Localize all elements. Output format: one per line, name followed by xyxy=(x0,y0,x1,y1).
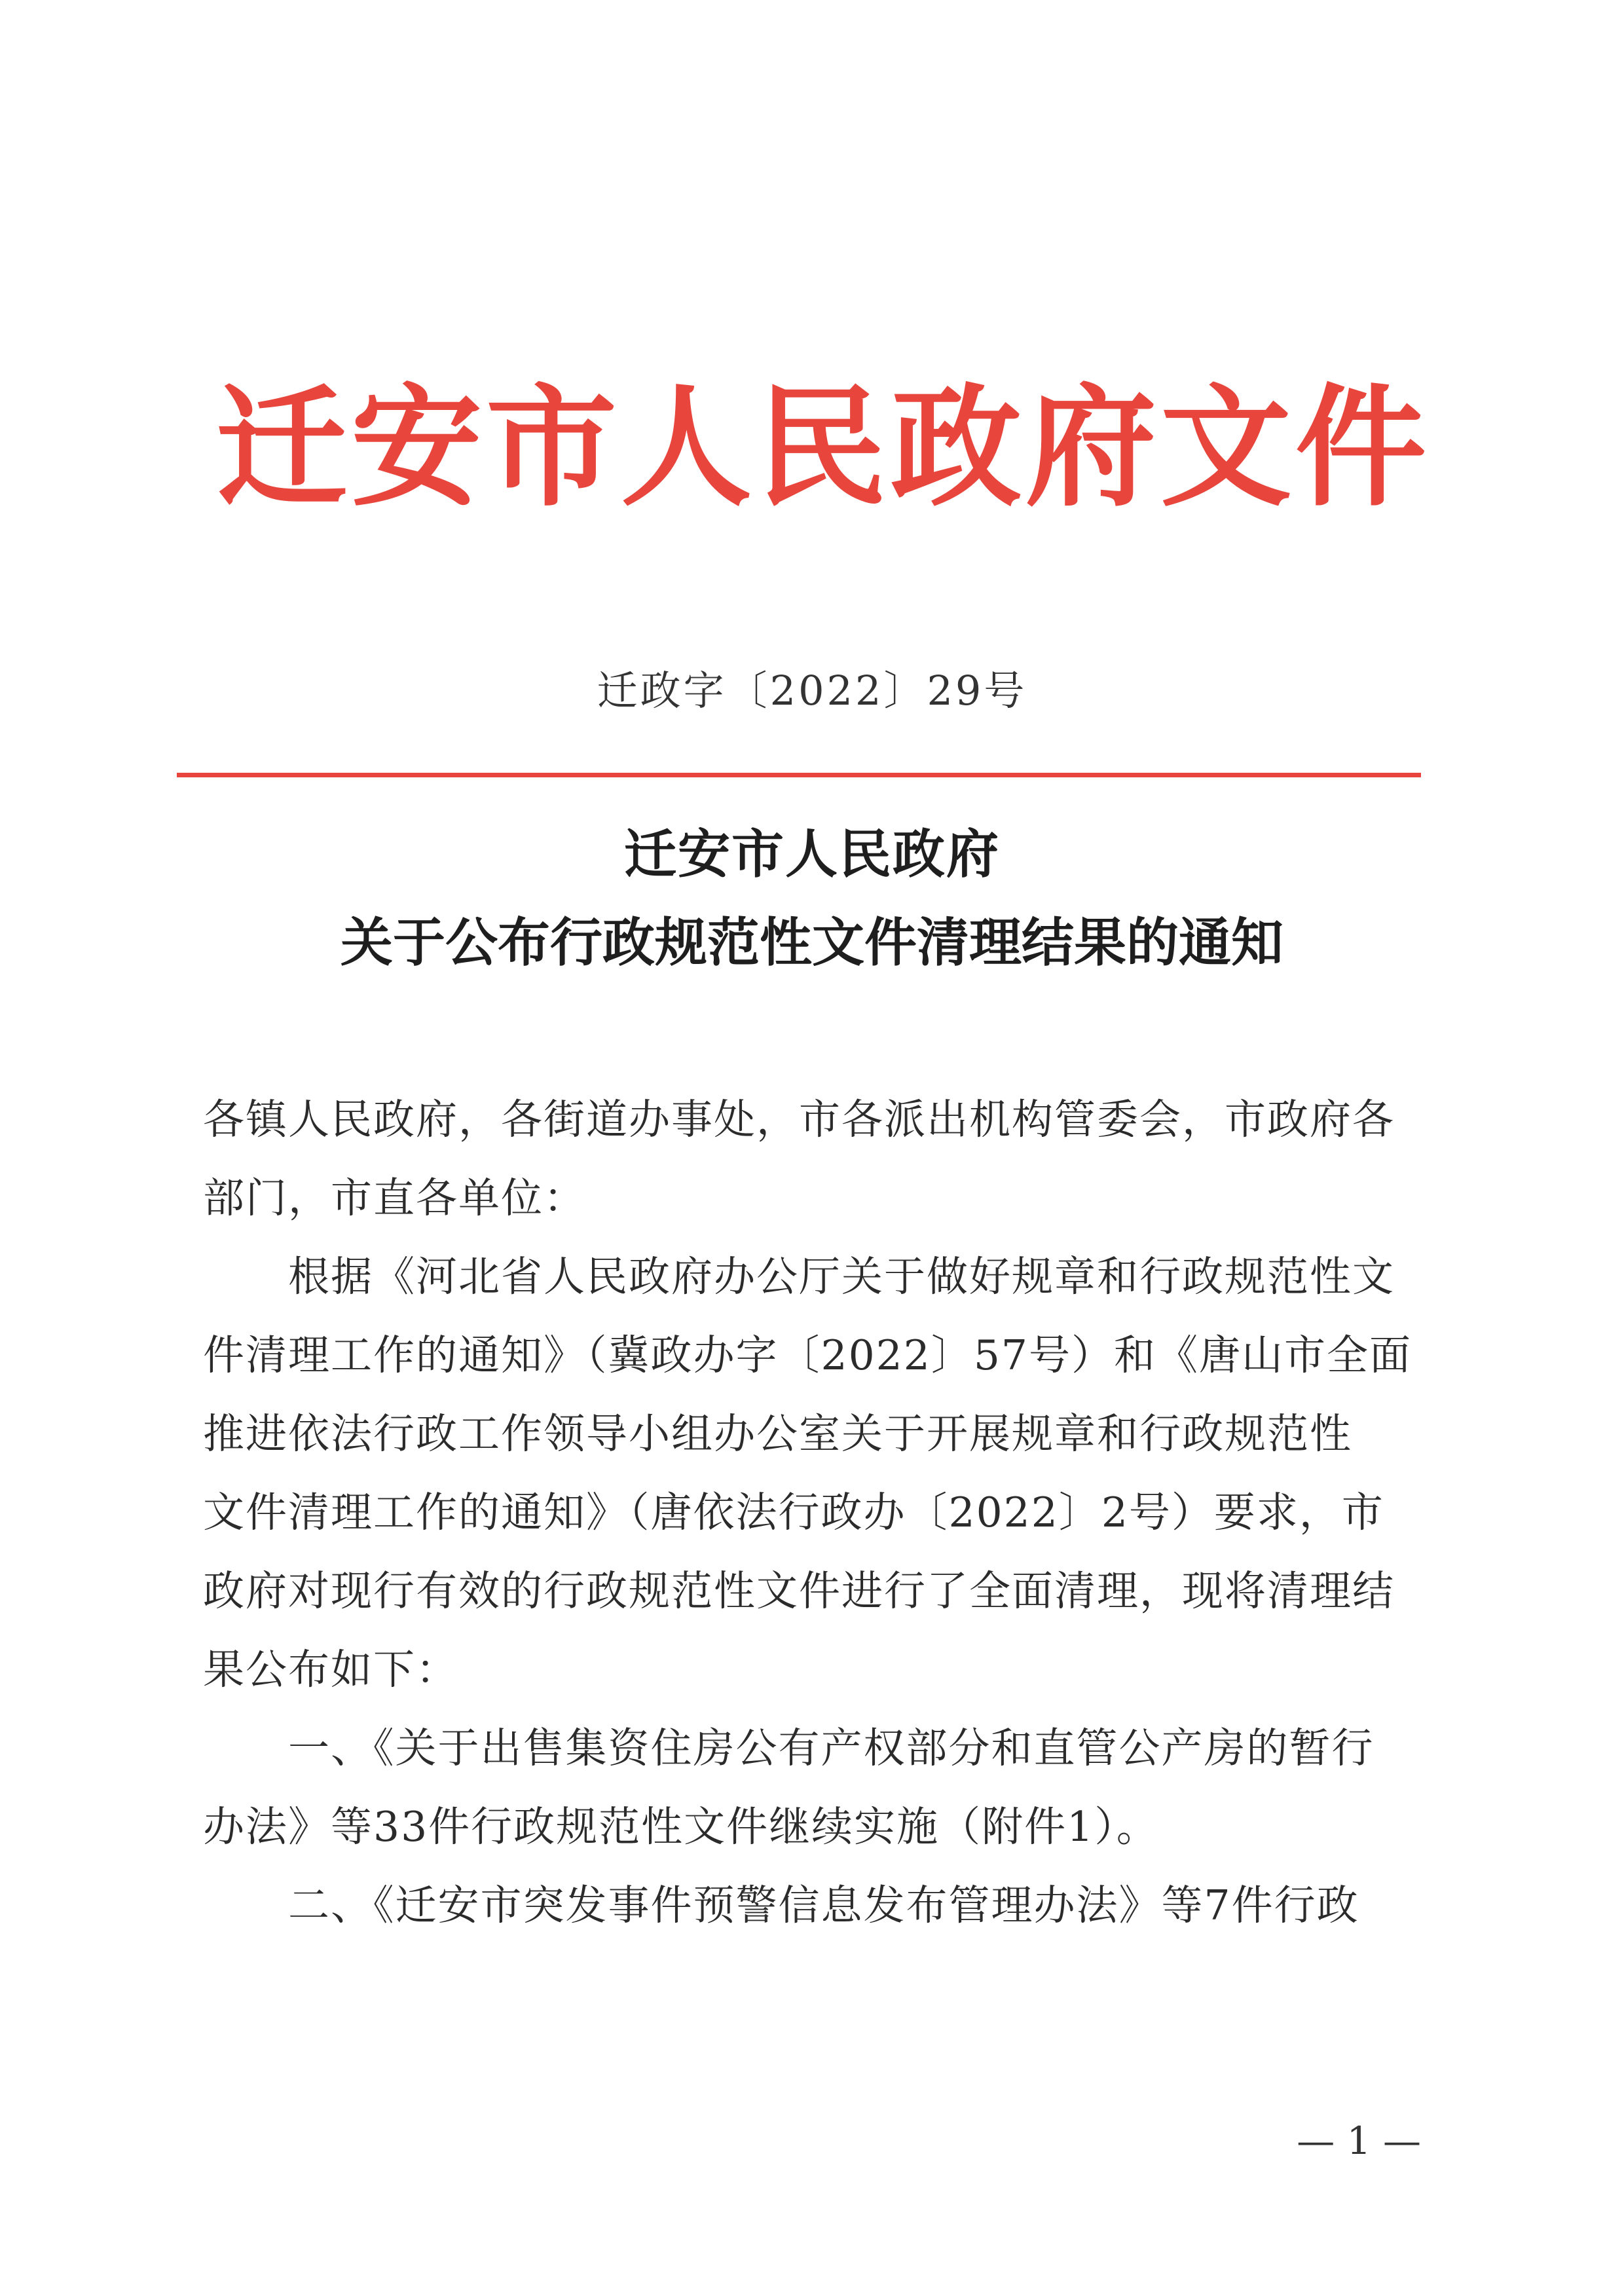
body-line: 一、《关于出售集资住房公有产权部分和直管公产房的暂行 xyxy=(203,1724,1375,1772)
body-line: 二、《迁安市突发事件预警信息发布管理办法》等7件行政 xyxy=(203,1881,1359,1929)
body-line: 政府对现行有效的行政规范性文件进行了全面清理，现将清理结 xyxy=(203,1567,1395,1615)
body-line: 文件清理工作的通知》（唐依法行政办〔2022〕2号）要求，市 xyxy=(203,1489,1384,1536)
body-line: 根据《河北省人民政府办公厅关于做好规章和行政规范性文 xyxy=(203,1253,1395,1301)
page-number: — 1 — xyxy=(1297,2119,1421,2163)
body-line: 推进依法行政工作领导小组办公室关于开展规章和行政规范性 xyxy=(203,1410,1352,1458)
body-line: 件清理工作的通知》（冀政办字〔2022〕57号）和《唐山市全面 xyxy=(203,1331,1412,1379)
notice-title-line-1: 迁安市人民政府 xyxy=(624,824,1000,885)
body-line: 各镇人民政府，各街道办事处，市各派出机构管委会，市政府各 xyxy=(203,1096,1395,1143)
body-line: 办法》等33件行政规范性文件继续实施（附件1）。 xyxy=(203,1803,1159,1851)
body-line: 部门，市直各单位： xyxy=(203,1174,586,1222)
red-separator-line xyxy=(177,773,1421,777)
body-line: 果公布如下： xyxy=(203,1646,458,1694)
masthead-title: 迁安市人民政府文件 xyxy=(216,372,1431,525)
notice-title-line-2: 关于公布行政规范性文件清理结果的通知 xyxy=(341,912,1283,973)
document-number: 迁政字〔2022〕29号 xyxy=(597,667,1027,714)
